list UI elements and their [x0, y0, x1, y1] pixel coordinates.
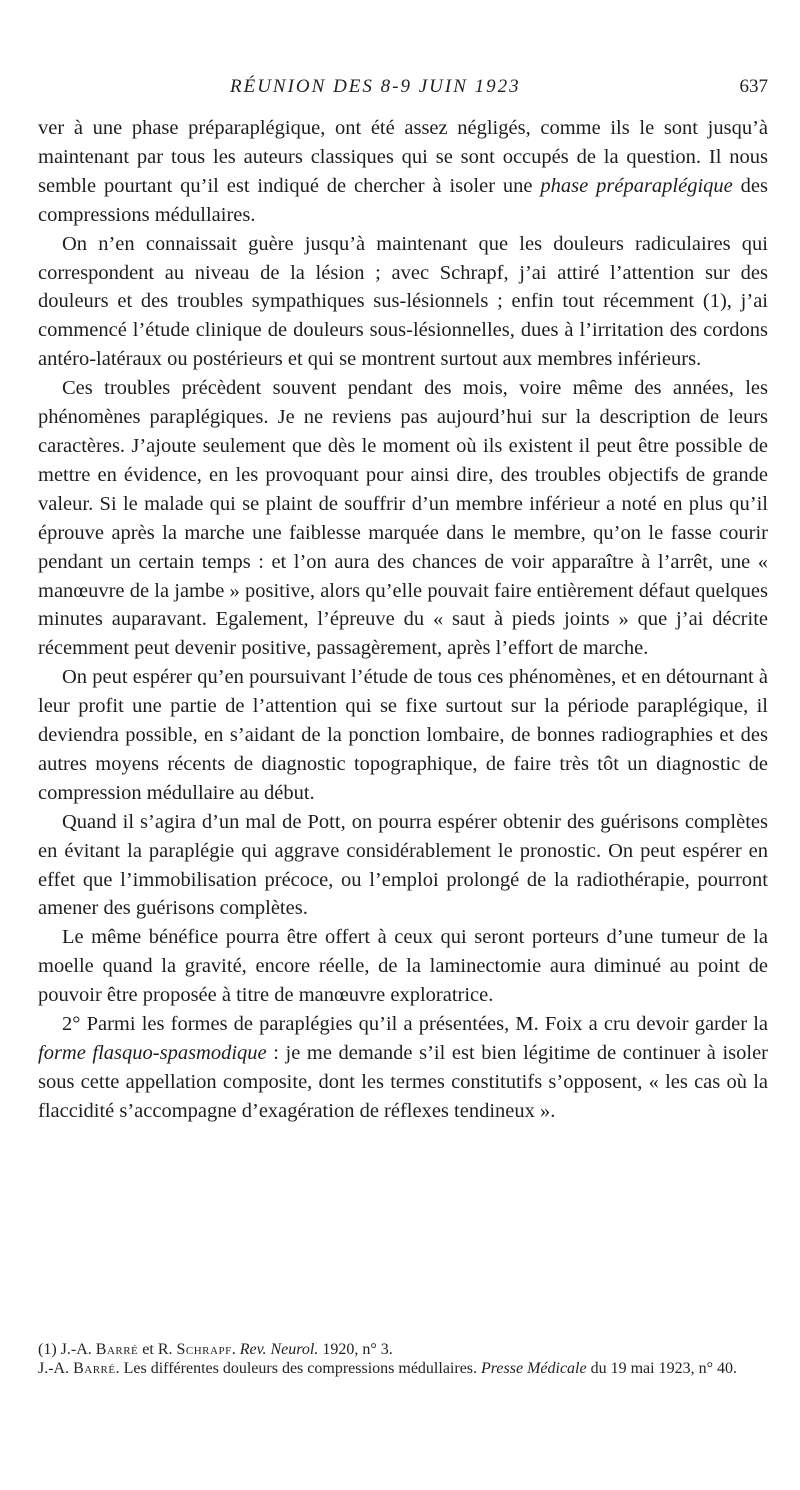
text-run: 1920, n° 3. [318, 1341, 393, 1358]
italic-term: forme flasquo-spasmodique [38, 1042, 267, 1064]
paragraph [38, 808, 768, 924]
running-head [0, 76, 800, 106]
text-run: des compressions médullaires. [38, 174, 768, 226]
author-name: Schrapf [176, 1341, 232, 1358]
italic-term: phase préparaplégique [540, 174, 733, 197]
text-run: J.-A. [38, 1360, 74, 1377]
text-run: 2° Parmi les formes de paraplégies qu’il a présentées, M. Foix a cru devoir garder la [62, 1013, 768, 1036]
text-run: Ces troubles précèdent souvent pendant des mois, voire même des années, les phénomènes paraplégiques. Je ne reviens pas aujourd’hui sur la description de leurs caractères. J’ajoute seulement que dès le moment où ils existent il peut être possible de mettre en évidence, en les provoquant pour ainsi dire, des troubles objectifs de grande valeur. Si le malade qui se plaint de souffrir d’un membre inférieur a noté en plus qu’il éprouve après la marche une faiblesse marquée dans le membre, qu’on le fasse courir pendant un certain temps : et l’on aura des chances de voir apparaître à l’arrêt, une « manœuvre de la jambe » positive, alors qu’elle pouvait faire entièrement défaut quelques minutes auparavant. Egalement, l’épreuve du « saut à pieds joints » que j’ai décrite récemment peut devenir positive, passagèrement, après l’effort de marche. [38, 377, 768, 660]
footnotes [38, 1340, 768, 1378]
italic-term: Presse Médicale [481, 1360, 587, 1377]
body-text [38, 114, 768, 1126]
text-run: (1) J.-A. [38, 1341, 96, 1358]
paragraph [38, 1010, 768, 1126]
italic-term: Rev. Neurol. [239, 1341, 319, 1358]
running-head-title: RÉUNION DES 8-9 JUIN 1923 [230, 76, 521, 97]
text-run: Quand il s’agira d’un mal de Pott, on pourra espérer obtenir des guérisons complètes en évitant la paraplégie qui aggrave considérablement le pronostic. On peut espérer en effet que l’immobilisation précoce, ou l’emploi prolongé de la radiothérapie, pourront amener des guérisons complètes. [38, 810, 768, 920]
text-run: . Les différentes douleurs des compressions médullaires. [115, 1360, 482, 1377]
paragraph [38, 374, 768, 663]
footnote [38, 1340, 768, 1359]
text-run: ver à une phase préparaplégique, ont été assez négligés, comme ils le sont jusqu’à maintenant par tous les auteurs classiques qui se sont occupés de la question. Il nous semble pourtant qu’il est indiqué de chercher à isoler une [38, 117, 768, 197]
text-run: : je me demande s’il est bien légitime de continuer à isoler sous cette appellation composite, dont les termes constitutifs s’opposent, « les cas où la flaccidité s’accompagne d’exagération de réflexes tendineux ». [38, 1042, 769, 1122]
paragraph [38, 114, 768, 230]
text-run: Le même bénéfice pourra être offert à ceux qui seront porteurs d’une tumeur de la moelle quand la gravité, encore réelle, de la laminectomie aura diminué au point de pouvoir être proposée à titre de manœuvre exploratrice. [38, 926, 768, 1007]
paragraph [38, 663, 768, 808]
footnote [38, 1359, 768, 1378]
text-run: On n’en connaissait guère jusqu’à maintenant que les douleurs radiculaires qui correspondent au niveau de la lésion ; avec Schrapf, j’ai attiré l’attention sur des douleurs et des troubles sympathiques sus-lésionnels ; enfin tout récemment (1), j’ai commencé l’étude clinique de douleurs sous-lésionnelles, dues à l’irritation des cordons antéro-latéraux ou postérieurs et qui se montrent surtout aux membres inférieurs. [38, 232, 768, 371]
text-run: On peut espérer qu’en poursuivant l’étude de tous ces phénomènes, et en détournant à leur profit une partie de l’attention qui se fixe surtout sur la période paraplégique, il deviendra possible, en s’aidant de la ponction lombaire, de bonnes radiographies et des autres moyens récents de diagnostic topographique, de faire très tôt un diagnostic de compression médullaire au début. [38, 666, 768, 804]
page-number: 637 [739, 76, 768, 97]
text-run: et R. [138, 1341, 177, 1358]
author-name: Barré [73, 1360, 116, 1377]
author-name: Barré [95, 1341, 139, 1358]
paragraph [38, 923, 768, 1010]
text-run: du 19 mai 1923, n° 40. [586, 1360, 737, 1377]
text-run: . [231, 1341, 240, 1358]
paragraph [38, 230, 768, 375]
